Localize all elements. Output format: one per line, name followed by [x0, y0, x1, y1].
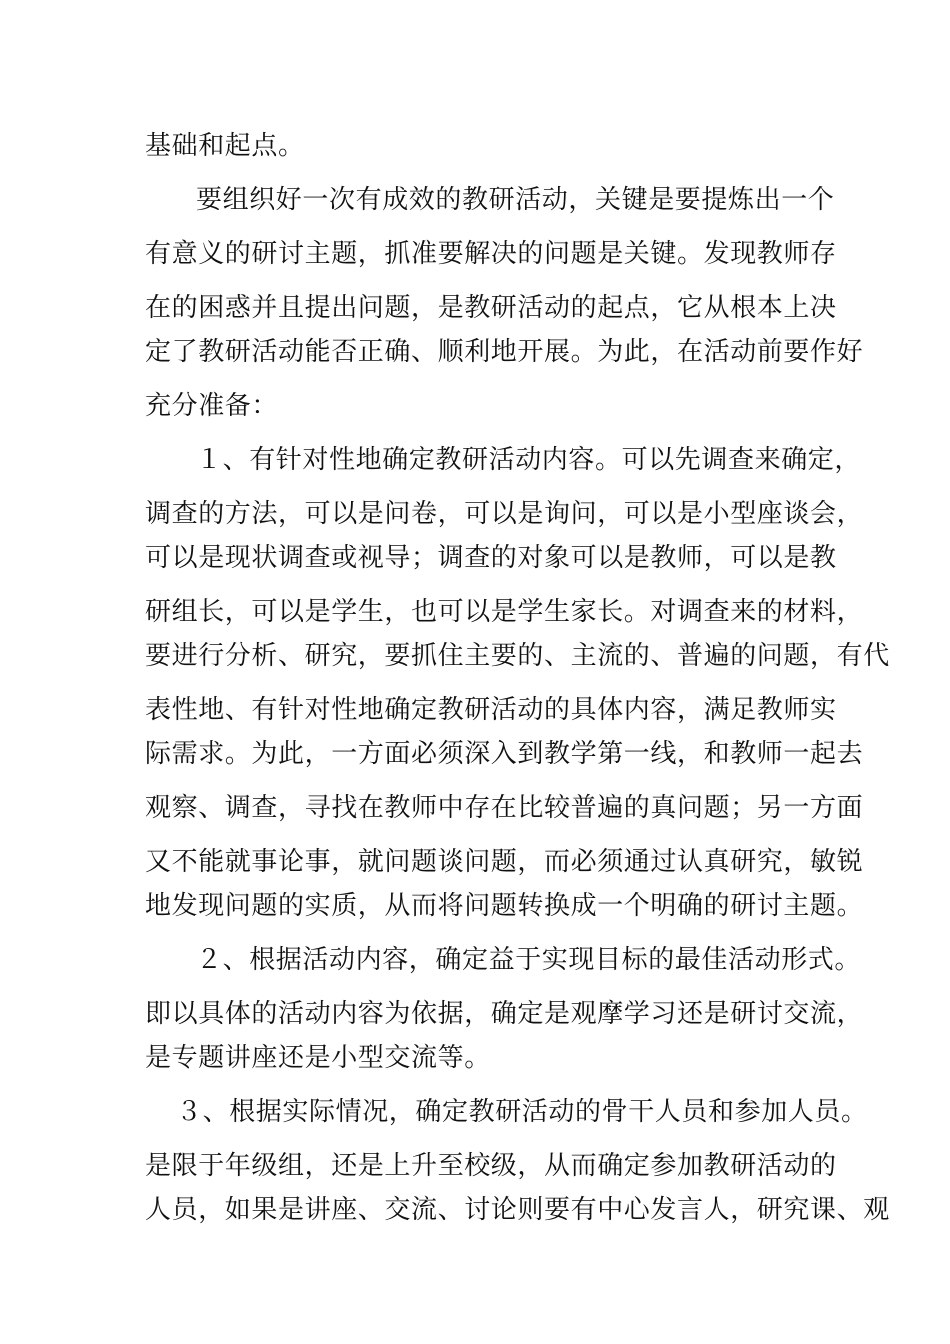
text-line: 要进行分析、研究，要抓住主要的、主流的、普遍的问题，有代	[145, 641, 890, 671]
text-line: 即以具体的活动内容为依据，确定是观摩学习还是研讨交流，	[145, 999, 864, 1029]
paragraph-first-line: 要组织好一次有成效的教研活动，关键是要提炼出一个	[196, 185, 835, 215]
text-line: 地发现问题的实质，从而将问题转换成一个明确的研讨主题。	[145, 891, 864, 921]
text-line: 际需求。为此，一方面必须深入到教学第一线，和教师一起去	[145, 739, 864, 769]
text-line: 可以是现状调查或视导；调查的对象可以是教师，可以是教	[145, 543, 837, 573]
list-item-3-first-line: ３、根据实际情况，确定教研活动的骨干人员和参加人员。	[176, 1097, 868, 1127]
text-line: 定了教研活动能否正确、顺利地开展。为此，在活动前要作好	[145, 337, 864, 367]
text-line: 有意义的研讨主题，抓准要解决的问题是关键。发现教师存	[145, 239, 837, 269]
text-line: 调查的方法，可以是问卷，可以是询问，可以是小型座谈会，	[145, 499, 864, 529]
text-line: 表性地、有针对性地确定教研活动的具体内容，满足教师实	[145, 695, 837, 725]
text-line: 是限于年级组，还是上升至校级，从而确定参加教研活动的	[145, 1151, 837, 1181]
text-line: 研组长，可以是学生，也可以是学生家长。对调查来的材料，	[145, 597, 864, 627]
list-item-1-first-line: １、有针对性地确定教研活动内容。可以先调查来确定，	[196, 445, 862, 475]
text-line: 又不能就事论事，就问题谈问题，而必须通过认真研究，敏锐	[145, 847, 864, 877]
text-line: 基础和起点。	[145, 131, 305, 161]
text-line: 充分准备：	[145, 391, 279, 421]
text-line: 是专题讲座还是小型交流等。	[145, 1043, 491, 1073]
text-line: 人员，如果是讲座、交流、讨论则要有中心发言人，研究课、观	[145, 1195, 890, 1225]
text-line: 在的困惑并且提出问题，是教研活动的起点，它从根本上决	[145, 293, 837, 323]
text-line: 观察、调查，寻找在教师中存在比较普遍的真问题；另一方面	[145, 793, 864, 823]
list-item-2-first-line: ２、根据活动内容，确定益于实现目标的最佳活动形式。	[196, 945, 862, 975]
